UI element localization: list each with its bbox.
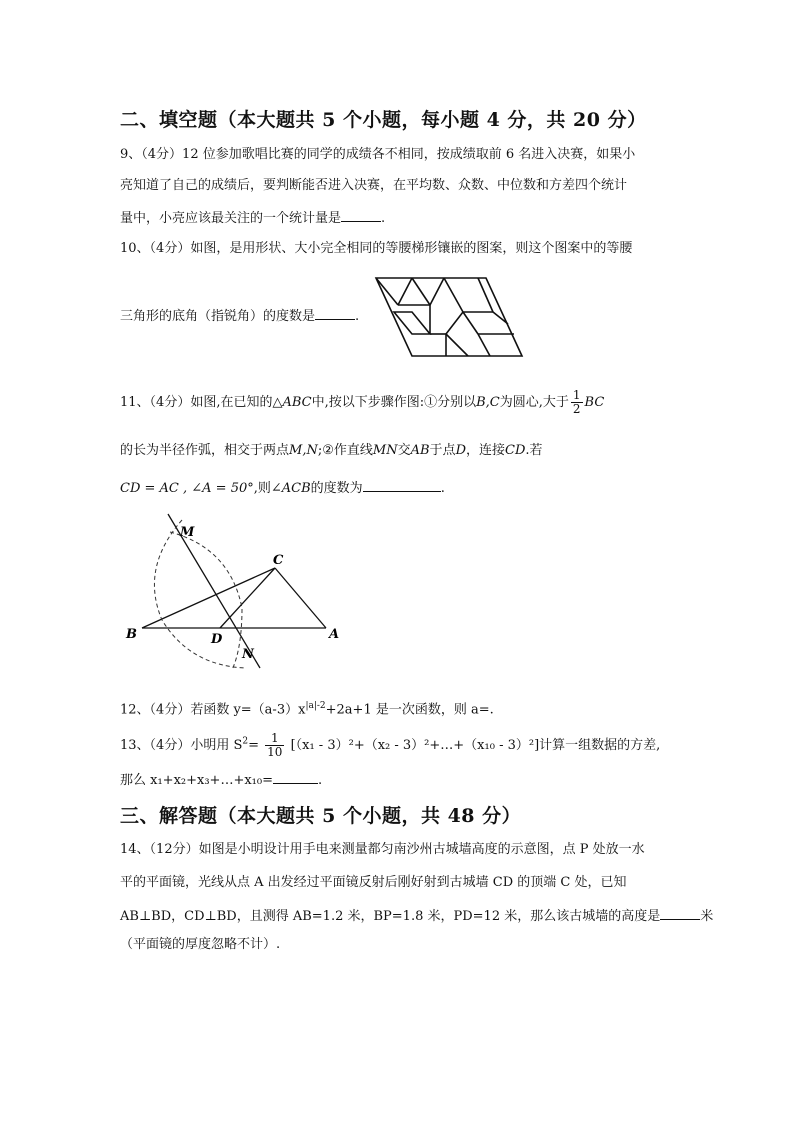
q11-line-3: CD = AC , ∠A = 50°,则∠ACB的度数为 . [120,481,445,496]
label-D: D [211,632,223,647]
label-B: B [126,627,137,642]
half-fraction: $\frac{1}{2}$ [572,388,581,416]
q13-line-2: 那么 x₁+x₂+x₃+…+x₁₀= . [120,773,323,788]
arc-left [154,520,246,668]
label-C: C [273,553,284,568]
triangle-construction-figure [120,508,360,678]
q11-line-1: 11、（4分）如图,在已知的△ABC中,按以下步骤作图:①分别以B,C为圆心,大于 $\frac{1}{2}$ BC [120,388,605,416]
q10-line-1: 10、（4分）如图，是用形状、大小完全相同的等腰梯形镶嵌的图案，则这个图案中的等腰 [120,241,633,256]
q12-line: 12、（4分）若函数 $y=(a-3)x^{|a|-2}+2a+1$ 是一次函数，则 a=. [120,701,494,718]
one-tenth-fraction: $\frac{1}{10}$ [267,731,283,759]
q10-answer-blank [315,307,355,320]
q9-answer-blank [341,209,381,222]
q13-line-1: 13、（4分）小明用 $S^2=$ $\frac{1}{10}$ [（x₁ - 3）²+（x₂ - 3）²+…+（x₁₀ - 3）²]计算一组数据的方差, [120,731,661,759]
segment-DC [220,568,275,628]
q10-line-2: 三角形的底角（指锐角）的度数是 . [120,309,360,324]
q9-line-3: 量中，小亮应该最关注的一个统计量是 . [120,211,386,226]
q14-answer-blank [660,907,700,920]
section-2-title: 二、填空题（本大题共 5 个小题，每小题 4 分，共 20 分） [120,109,647,131]
q11-line-2: 的长为半径作弧，相交于两点M,N;②作直线MN交AB于点D，连接CD.若 [120,443,543,458]
q14-line-1: 14、（12分）如图是小明设计用手电来测量都匀南沙州古城墙高度的示意图，点 P 处放一水 [120,842,645,857]
trapezoid-tessellation-figure [368,272,528,360]
arc-right [170,532,242,670]
q14-line-4: （平面镜的厚度忽略不计）. [120,937,281,952]
q13-answer-blank [273,771,318,784]
label-N: N [242,647,254,662]
q9-line-2: 亮知道了自己的成绩后，要判断能否进入决赛，在平均数、众数、中位数和方差四个统计 [120,178,628,193]
segment-CA [275,568,326,628]
inner-shape-left [394,312,430,334]
section-3-title: 三、解答题（本大题共 5 个小题，共 48 分） [120,805,522,827]
q9-line-1: 9、（4分）12 位参加歌唱比赛的同学的成绩各不相同，按成绩取前 6 名进入决赛，如果小 [120,147,636,162]
q14-line-3: AB⊥BD，CD⊥BD，且测得 AB=1.2 米，BP=1.8 米，PD=12 米，那么该古城墙的高度是 米 [120,909,714,924]
q11-answer-blank [363,479,441,492]
label-A: A [329,627,340,642]
q14-line-2: 平的平面镜，光线从点 A 出发经过平面镜反射后刚好射到古城墙 CD 的顶端 C 处，已知 [120,875,627,890]
label-M: M [180,525,195,540]
